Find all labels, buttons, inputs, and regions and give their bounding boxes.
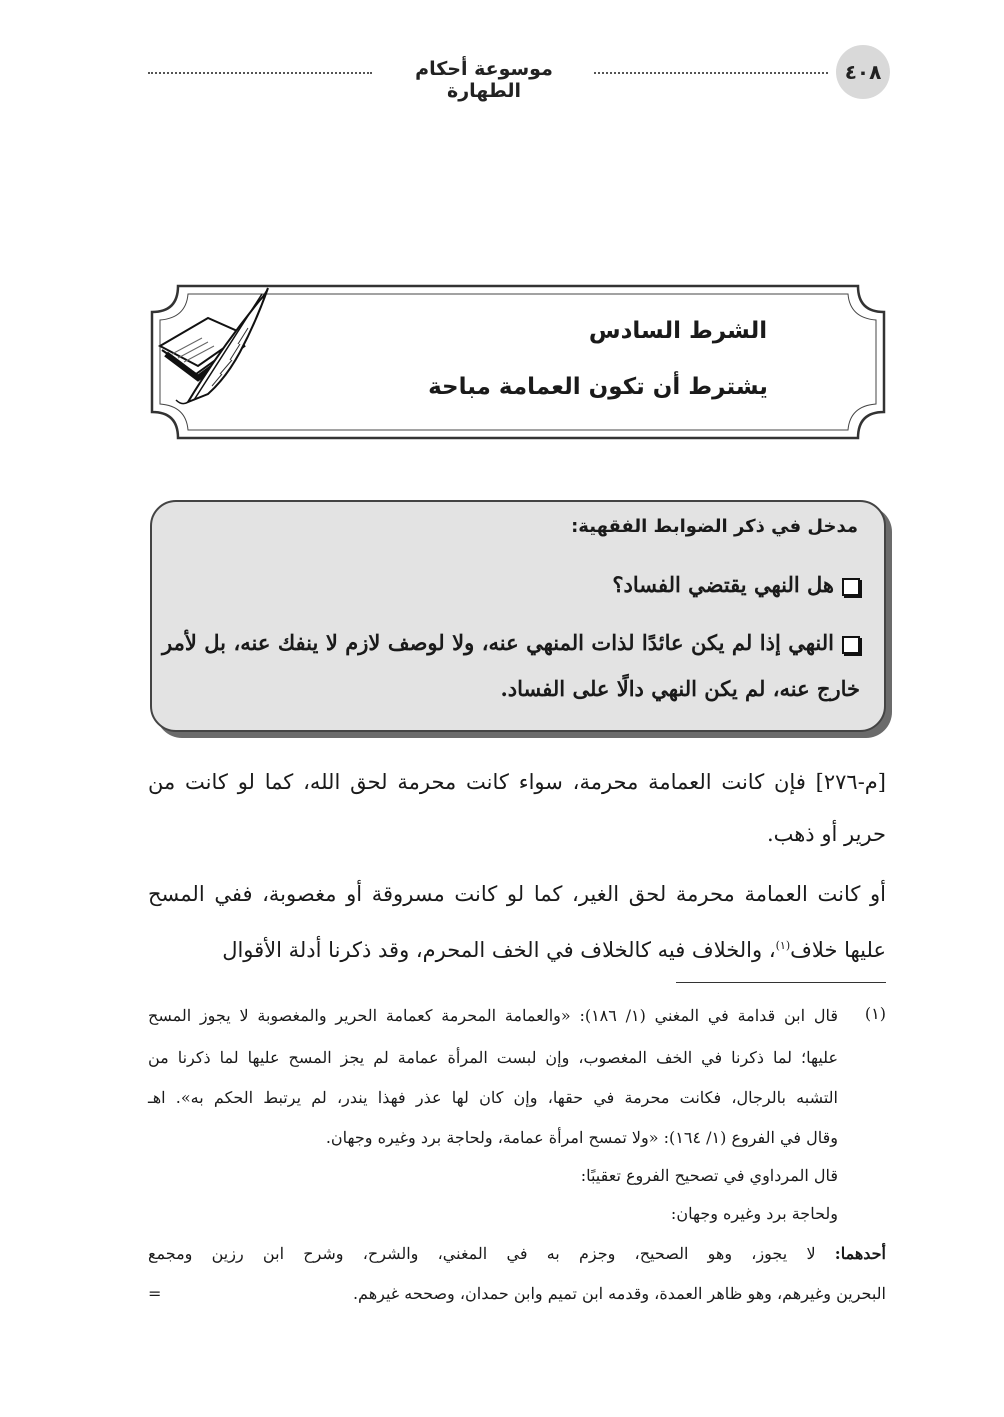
footnote-bold-label: أحدهما: xyxy=(834,1244,886,1263)
running-title: موسوعة أحكام الطهارة xyxy=(415,58,553,102)
footnote-line: قال المرداوي في تصحيح الفروع تعقيبًا: xyxy=(580,1166,838,1185)
footnote-line: البحرين وغيرهم، وهو ظاهر العمدة، وقدمه ابن تميم وابن حمدان، وصححه غيرهم. xyxy=(352,1284,886,1303)
paragraph-text: أو كانت العمامة محرمة لحق الغير، كما لو كانت مسروقة أو مغصوبة، ففي المسح عليها خلاف xyxy=(148,882,886,962)
checkbox-icon xyxy=(842,636,860,654)
intro-heading: مدخل في ذكر الضوابط الفقهية: xyxy=(571,516,858,537)
footnote-number: (١) xyxy=(864,1004,886,1023)
footnote-line: قال ابن قدامة في المغني (١/ ١٨٦): «والعمامة المحرمة كعمامة الحرير والمغصوبة لا يجوز المسح xyxy=(148,1006,838,1025)
section-title-box xyxy=(148,282,888,442)
section-title: الشرط السادس xyxy=(588,318,768,344)
page-number: ٤٠٨ xyxy=(844,60,882,84)
header-dots-right xyxy=(594,72,828,74)
intro-box xyxy=(150,500,886,732)
intro-item xyxy=(162,562,860,608)
footnote-line: عليها؛ لما ذكرنا في الخف المغصوب، وإن لبست المرأة عمامة لم يجز المسح عليها لما ذكرنا من xyxy=(148,1048,838,1067)
header-dots-left xyxy=(148,72,372,74)
intro-item-text: النهي إذا لم يكن عائدًا لذات المنهي عنه، ولا لوصف لازم لا ينفك عنه، بل لأمر خارج عنه، لم يكن النهي دالًا على الفساد. xyxy=(162,630,860,701)
body-paragraph xyxy=(148,756,886,860)
page-number-badge xyxy=(836,45,890,99)
footnote-line: التشبه بالرجال، فكانت محرمة في حقها، وإن كان لها عذر فهذا يندر، لم يرتبط الحكم به». اهـ xyxy=(148,1088,838,1107)
continuation-mark: = xyxy=(148,1284,162,1303)
footnote-text: لا يجوز، وهو الصحيح، وجزم به في المغني، والشرح، وشرح ابن رزين ومجمع xyxy=(148,1244,835,1263)
footnote-line xyxy=(148,1244,886,1264)
paragraph-text: [م-٢٧٦] فإن كانت العمامة محرمة، سواء كانت محرمة لحق الله، كما لو كانت من حرير أو ذهب. xyxy=(148,770,886,846)
paragraph-text: ، والخلاف فيه كالخلاف في الخف المحرم، وقد ذكرنا أدلة الأقوال xyxy=(222,938,776,962)
intro-item xyxy=(162,620,860,712)
body-paragraph xyxy=(148,868,886,976)
footnote-separator xyxy=(676,982,886,983)
book-quill-icon xyxy=(148,282,298,412)
footnote-line: وقال في الفروع (١/ ١٦٤): «ولا تمسح امرأة عمامة، ولحاجة برد وغيره وجهان. xyxy=(325,1128,838,1147)
footnote-reference[interactable]: (١) xyxy=(775,939,791,952)
section-subtitle: يشترط أن تكون العمامة مباحة xyxy=(428,374,768,400)
footnote-line: ولحاجة برد وغيره وجهان: xyxy=(670,1204,838,1223)
intro-item-text: هل النهي يقتضي الفساد؟ xyxy=(612,572,834,597)
checkbox-icon xyxy=(842,578,860,596)
